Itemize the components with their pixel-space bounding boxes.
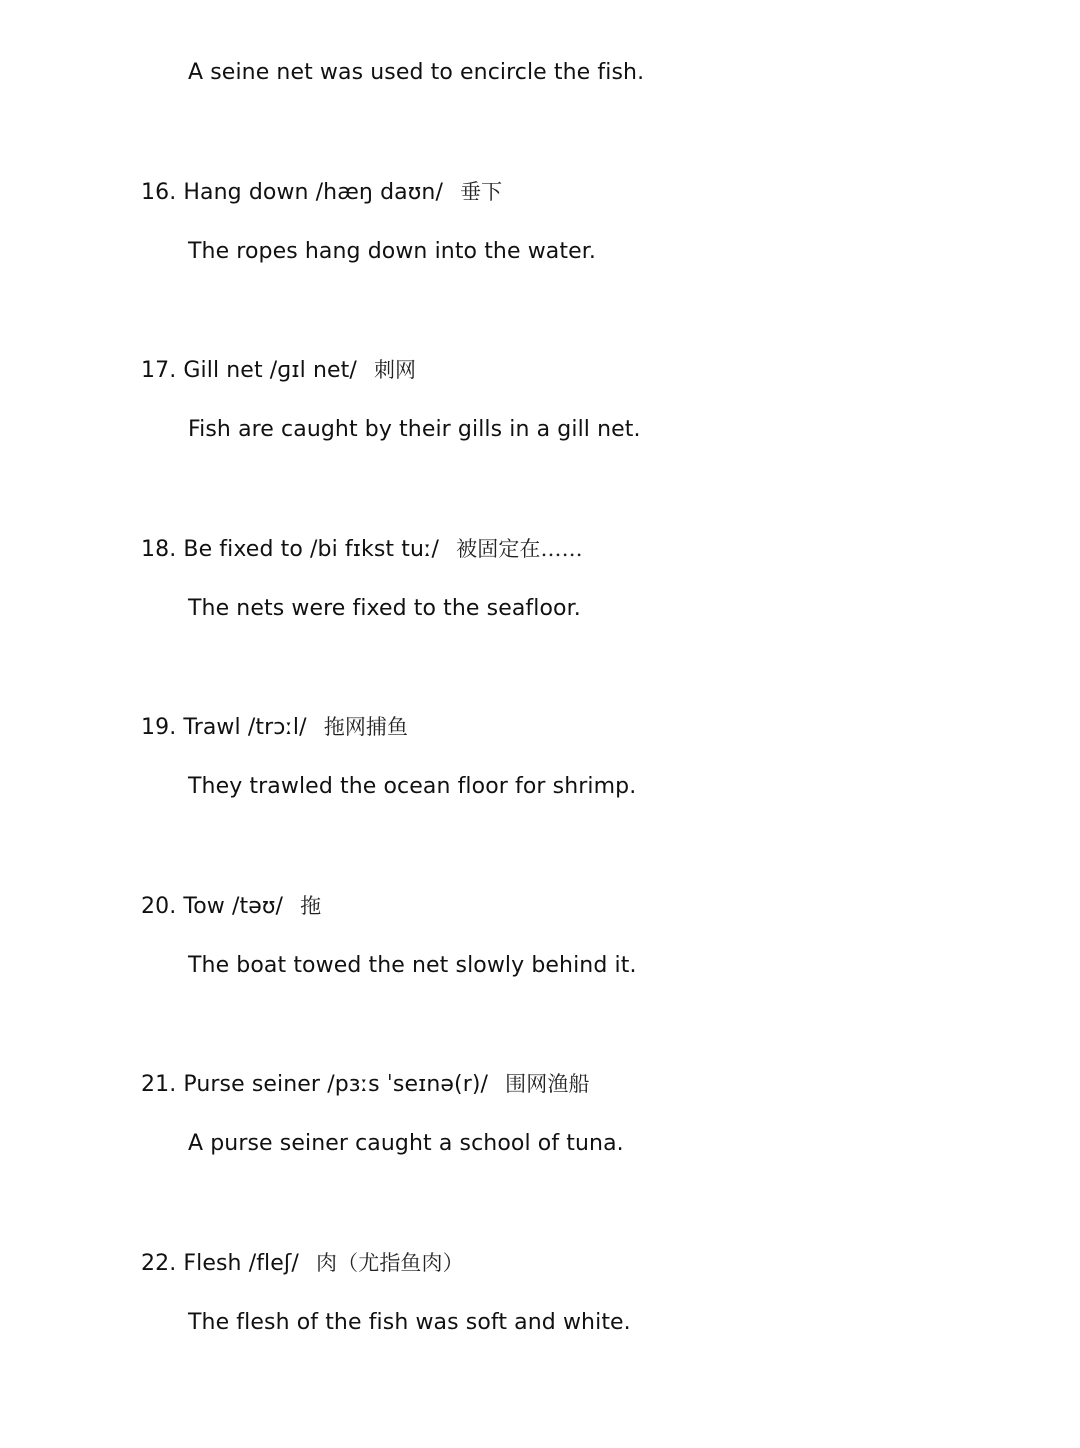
entry-meaning: 围网渔船 — [505, 1072, 590, 1096]
entry-number: 20. — [141, 894, 177, 919]
entry-meaning: 刺网 — [373, 358, 417, 382]
entry-term: Be fixed to — [183, 537, 303, 562]
example-sentence: The ropes hang down into the water. — [188, 239, 596, 264]
entry-meaning: 被固定在…… — [456, 537, 583, 561]
entry-number: 18. — [141, 537, 177, 562]
example-sentence: The boat towed the net slowly behind it. — [188, 953, 637, 978]
example-sentence: A purse seiner caught a school of tuna. — [188, 1131, 624, 1156]
example-sentence: The nets were fixed to the seafloor. — [188, 596, 581, 621]
example-sentence: A seine net was used to encircle the fish. — [188, 60, 645, 85]
entry-term: Hang down — [183, 180, 309, 205]
entry-phonetic: /hæŋ daʊn/ — [315, 180, 443, 205]
example-sentence: The flesh of the fish was soft and white. — [188, 1310, 631, 1335]
entry-number: 16. — [141, 180, 177, 205]
vocab-entry-22 — [141, 1248, 464, 1279]
entry-phonetic: /fleʃ/ — [248, 1251, 299, 1276]
vocab-entry-17 — [141, 355, 416, 386]
entry-term: Gill net — [183, 358, 263, 383]
entry-number: 17. — [141, 358, 177, 383]
vocab-entry-18 — [141, 534, 583, 565]
entry-phonetic: /bi fɪkst tuː/ — [310, 537, 440, 562]
entry-meaning: 拖 — [300, 894, 322, 918]
vocab-entry-21 — [141, 1069, 590, 1100]
entry-phonetic: /təʊ/ — [231, 894, 284, 919]
entry-phonetic: /ɡɪl net/ — [269, 358, 357, 383]
entry-number: 21. — [141, 1072, 177, 1097]
entry-meaning: 肉（尤指鱼肉） — [316, 1251, 464, 1275]
entry-meaning: 垂下 — [460, 180, 503, 204]
vocab-entry-19 — [141, 712, 408, 743]
entry-term: Tow — [183, 894, 225, 919]
entry-term: Flesh — [183, 1251, 242, 1276]
entry-phonetic: /pɜːs ˈseɪnə(r)/ — [327, 1072, 489, 1097]
entry-number: 22. — [141, 1251, 177, 1276]
entry-term: Trawl — [183, 715, 241, 740]
example-sentence: Fish are caught by their gills in a gill net. — [188, 417, 641, 442]
entry-term: Purse seiner — [183, 1072, 321, 1097]
example-sentence: They trawled the ocean floor for shrimp. — [188, 774, 637, 799]
vocab-entry-20 — [141, 891, 321, 922]
entry-number: 19. — [141, 715, 177, 740]
entry-phonetic: /trɔːl/ — [247, 715, 307, 740]
entry-meaning: 拖网捕鱼 — [323, 715, 409, 739]
vocab-entry-16 — [141, 177, 502, 208]
